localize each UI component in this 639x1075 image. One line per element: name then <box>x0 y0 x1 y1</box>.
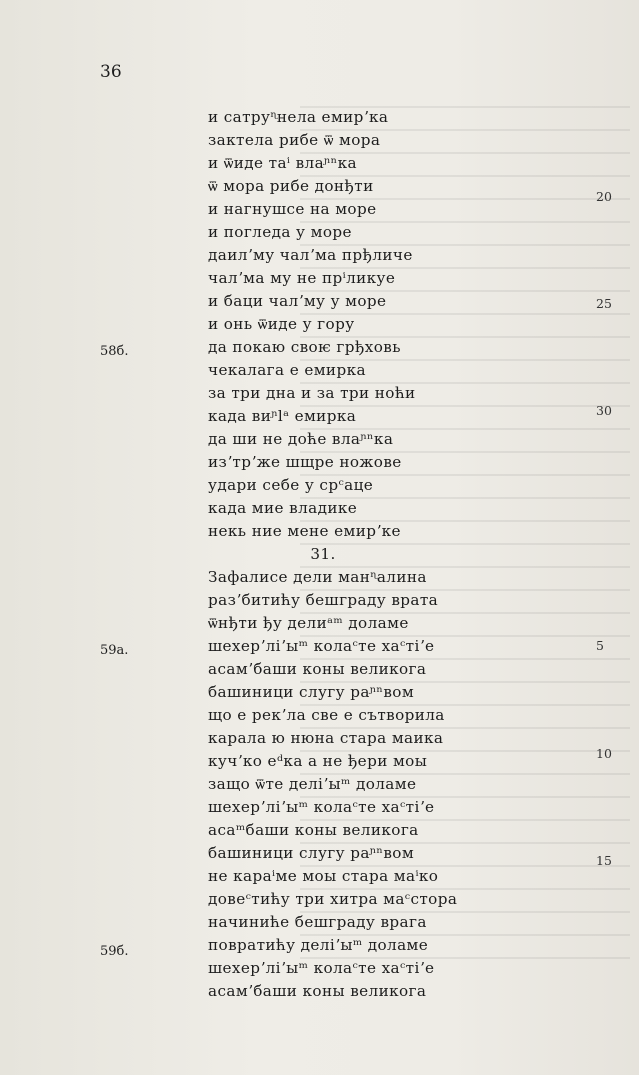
verse-line: начинићe бешграду врага <box>208 913 427 931</box>
verse-line: да покаю своѥ грђховь <box>208 338 401 356</box>
verse-line: Зафалисе дели манᶯалина <box>208 568 427 586</box>
verse-line: асамʼбаши коны великога <box>208 660 427 678</box>
verse-line: чекалага е емирка <box>208 361 366 379</box>
song-number-heading: 31. <box>310 545 336 563</box>
folio-marker: 58б. <box>100 344 129 359</box>
line-number: 5 <box>596 638 604 653</box>
verse-line: и баци чалʼму у море <box>208 292 387 310</box>
folio-marker: 59б. <box>100 944 129 959</box>
verse-line: шехерʼліʼыᵐ колаᶜте хаᶜтіʼе <box>208 798 435 816</box>
verse-line: разʼбитићу бешграду врата <box>208 591 439 609</box>
poem-text <box>208 106 457 1003</box>
verse-line: када виᶮlᵃ емирка <box>208 407 357 425</box>
verse-line: некь ние мене емирʼке <box>208 522 401 540</box>
verse-line: и онь ѿиде у гору <box>208 315 355 333</box>
page-number: 36 <box>100 62 122 82</box>
verse-line: зактела рибе ѿ мора <box>208 131 381 149</box>
verse-line: да ши не доће влаᶮⁿка <box>208 430 394 448</box>
verse-line: башиници слугу раᶮⁿвом <box>208 844 415 862</box>
verse-line: чалʼма му не прⁱликуе <box>208 269 396 287</box>
verse-line: и нагнушсе на море <box>208 200 377 218</box>
verse-line: изʼтрʼже шщре ножове <box>208 453 402 471</box>
verse-line: удари себе у срᶜаце <box>208 476 374 494</box>
line-number: 30 <box>596 403 612 418</box>
verse-line: даилʼму чалʼма прђличе <box>208 246 413 264</box>
line-number: 15 <box>596 853 612 868</box>
verse-line: довеᶜтићу три хитра маᶜстора <box>208 890 458 908</box>
verse-line: шехерʼліʼыᵐ колаᶜте хаᶜтіʼе <box>208 959 435 977</box>
verse-line: башиници слугу раᶮⁿвом <box>208 683 415 701</box>
verse-line: када мие владике <box>208 499 358 517</box>
verse-line: асаᵐбаши коны великога <box>208 821 419 839</box>
line-number: 25 <box>596 296 612 311</box>
verse-line: и сатруᶯнела емирʼка <box>208 108 389 126</box>
verse-line: шехерʼліʼыᵐ колаᶜте хаᶜтіʼе <box>208 637 435 655</box>
verse-line: ѿ мора рибе донђти <box>208 177 374 195</box>
verse-line: кучʼко еᵈка а не ђери моы <box>208 752 428 770</box>
verse-line: не караⁱме моы стара маⁱко <box>208 867 439 885</box>
line-number: 20 <box>596 189 612 204</box>
verse-line: що е рекʼла све е сътворила <box>208 706 445 724</box>
folio-marker: 59а. <box>100 643 129 658</box>
verse-line: и погледа у море <box>208 223 352 241</box>
verse-line: карала ю нюна стара маика <box>208 729 444 747</box>
line-number: 10 <box>596 746 612 761</box>
verse-line: ѿнђти ђу делиᵃᵐ доламе <box>208 614 409 632</box>
verse-line: за три дна и за три ноћи <box>208 384 416 402</box>
verse-line: и ѿиде таⁱ влаᶮⁿка <box>208 154 357 172</box>
verse-line: защо ѿте деліʼыᵐ доламе <box>208 775 417 793</box>
verse-line: повратићу деліʼыᵐ доламе <box>208 936 429 954</box>
verse-line: асамʼбаши коны великога <box>208 982 427 1000</box>
